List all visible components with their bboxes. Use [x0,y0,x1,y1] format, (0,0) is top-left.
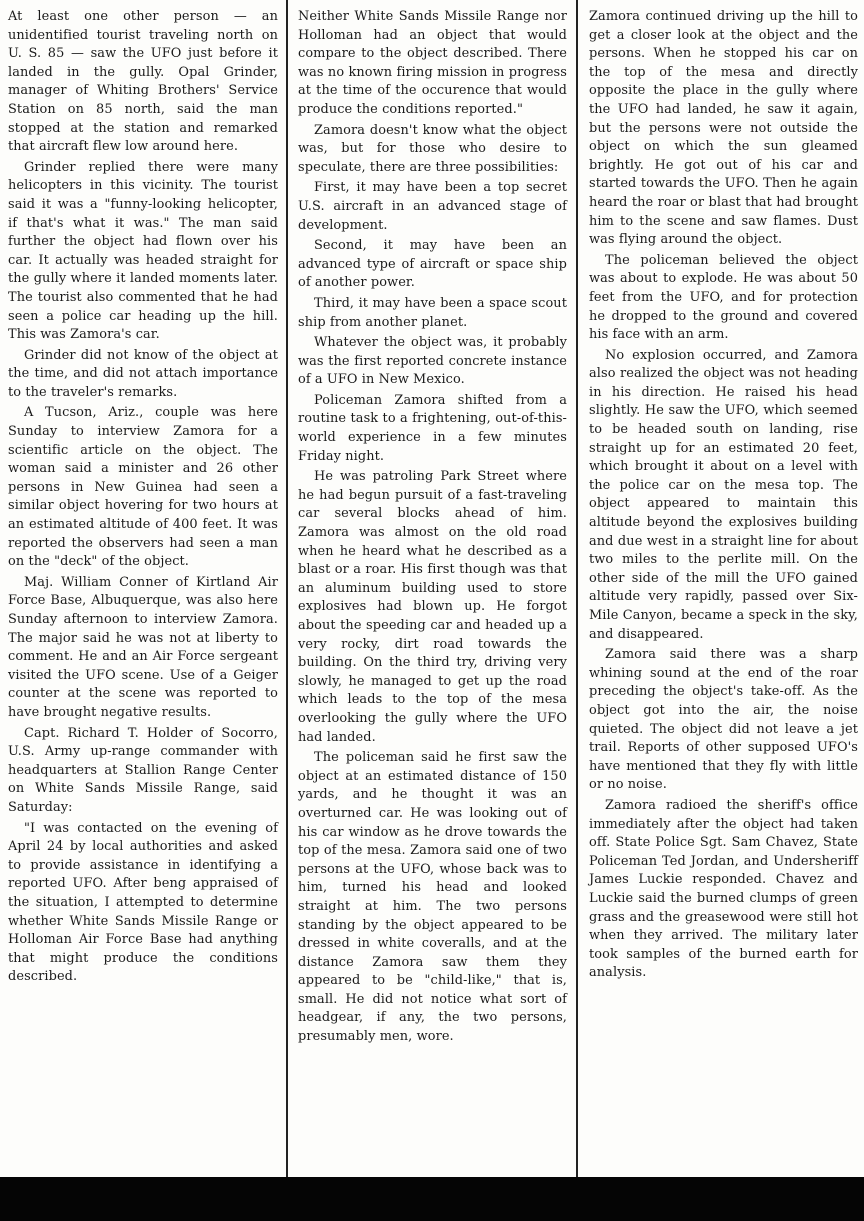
paragraph: Second, it may have been an advanced type of aircraft or space ship of another power. [298,238,567,291]
paragraph: Policeman Zamora shifted from a routine task to a frightening, out-of-this-world experience in a few minutes Friday night. [298,392,567,464]
column-divider [576,0,578,1221]
paragraph: Zamora doesn't know what the object was, but for those who desire to speculate, there are three possibilities: [298,122,567,175]
article-column-3 [581,0,864,1221]
paragraph: A Tucson, Ariz., couple was here Sunday to interview Zamora for a scientific article on the object. The woman said a minister and 26 other persons in New Guinea had seen a similar object hovering for two hours at an estimated altitude of 400 feet. It was reported the observers had seen a man on the "deck" of the object. [8,405,278,570]
paragraph: The policeman believed the object was about to explode. He was about 50 feet from the UFO, and for protection he dropped to the ground and covered his face with an arm. [589,252,858,343]
paragraph: Zamora continued driving up the hill to get a closer look at the object and the persons. When he stopped his car on the top of the mesa and directly opposite the place in the gully where the UFO had landed, he saw it again, but the persons were not outside the object on which the sun gleamed brightly. He got out of his car and started towards the UFO. Then he again heard the roar or blast that had brought him to the scene and saw flames. Dust was flying around the object. [589,9,858,248]
paragraph: Zamora said there was a sharp whining sound at the end of the roar preceding the object's take-off. As the object got into the air, the noise quieted. The object did not leave a jet trail. Reports of other supposed UFO's have mentioned that they fly with little or no noise. [589,647,858,793]
column-divider [286,0,288,1221]
paragraph: Grinder did not know of the object at the time, and did not attach importance to the traveler's remarks. [8,347,278,400]
paragraph: Neither White Sands Missile Range nor Holloman had an object that would compare to the object described. There was no known firing mission in progress at the time of the occurence that would produce the conditions reported." [298,9,567,117]
paragraph: Whatever the object was, it probably was the first reported concrete instance of a UFO in New Mexico. [298,335,567,388]
paragraph: Capt. Richard T. Holder of Socorro, U.S. Army up-range commander with headquarters at Stallion Range Center on White Sands Missile Range, said Saturday: [8,725,278,815]
paragraph: Third, it may have been a space scout ship from another planet. [298,295,567,330]
paragraph: First, it may have been a top secret U.S. aircraft in an advanced stage of development. [298,180,567,233]
paragraph: Zamora radioed the sheriff's office immediately after the object had taken off. State Police Sgt. Sam Chavez, State Policeman Ted Jordan, and Undersheriff James Luckie responded. Chavez and Luckie said the burned clumps of green grass and the greasewood were still hot when they arrived. The military later took samples of the burned earth for analysis. [589,797,858,981]
paragraph: At least one other person — an unidentified tourist traveling north on U. S. 85 — saw the UFO just before it landed in the gully. Opal Grinder, manager of Whiting Brothers' Service Station on 85 north, said the man stopped at the station and remarked that aircraft flew low around here. [8,9,278,155]
paragraph: No explosion occurred, and Zamora also realized the object was not heading in his direction. He raised his head slightly. He saw the UFO, which seemed to be headed south on landing, rise straight up for an estimated 20 feet, which brought it about on a level with the police car on the mesa top. The object appeared to maintain this altitude beyond the explosives building and due west in a straight line for about two miles to the perlite mill. On the other side of the mill the UFO gained altitude very rapidly, passed over Six-Mile Canyon, became a speck in the sky, and disappeared. [589,347,858,642]
paragraph: Maj. William Conner of Kirtland Air Force Base, Albuquerque, was also here Sunday afternoon to interview Zamora. The major said he was not at liberty to comment. He and an Air Force sergeant visited the UFO scene. Use of a Geiger counter at the scene was reported to have brought negative results. [8,574,278,720]
article-column-2 [290,0,573,1221]
paragraph: "I was contacted on the evening of April 24 by local authorities and asked to provide assistance in identifying a reported UFO. After beng appraised of the situation, I attempted to determine whether White Sands Missile Range or Holloman Air Force Base had anything that might produce the conditions described. [8,820,278,985]
paragraph: He was patroling Park Street where he had begun pursuit of a fast-traveling car several blocks ahead of him. Zamora was almost on the old road when he heard what he described as a blast or a roar. His first though was that an aluminum building used to store explosives had blown up. He forgot about the speeding car and headed up a very rocky, dirt road towards the building. On the third try, driving very slowly, he managed to get up the road which leads to the top of the mesa overlooking the gully where the UFO had landed. [298,469,567,745]
article-column-1 [0,0,284,1221]
scan-border [0,1177,864,1221]
paragraph: The policeman said he first saw the object at an estimated distance of 150 yards, and he thought it was an overturned car. He was looking out of his car window as he drove towards the top of the mesa. Zamora said one of two persons at the UFO, whose back was to him, turned his head and looked straight at him. The two persons standing by the object appeared to be dressed in white coveralls, and at the distance Zamora saw them they appeared to be "child-like," that is, small. He did not notice what sort of headgear, if any, the two persons, presumably men, wore. [298,750,567,1045]
paragraph: Grinder replied there were many helicopters in this vicinity. The tourist said it was a "funny-looking helicopter, if that's what it was." The man said further the object had flown over his car. It actually was headed straight for the gully where it landed moments later. The tourist also commented that he had seen a police car heading up the hill. This was Zamora's car. [8,159,278,343]
